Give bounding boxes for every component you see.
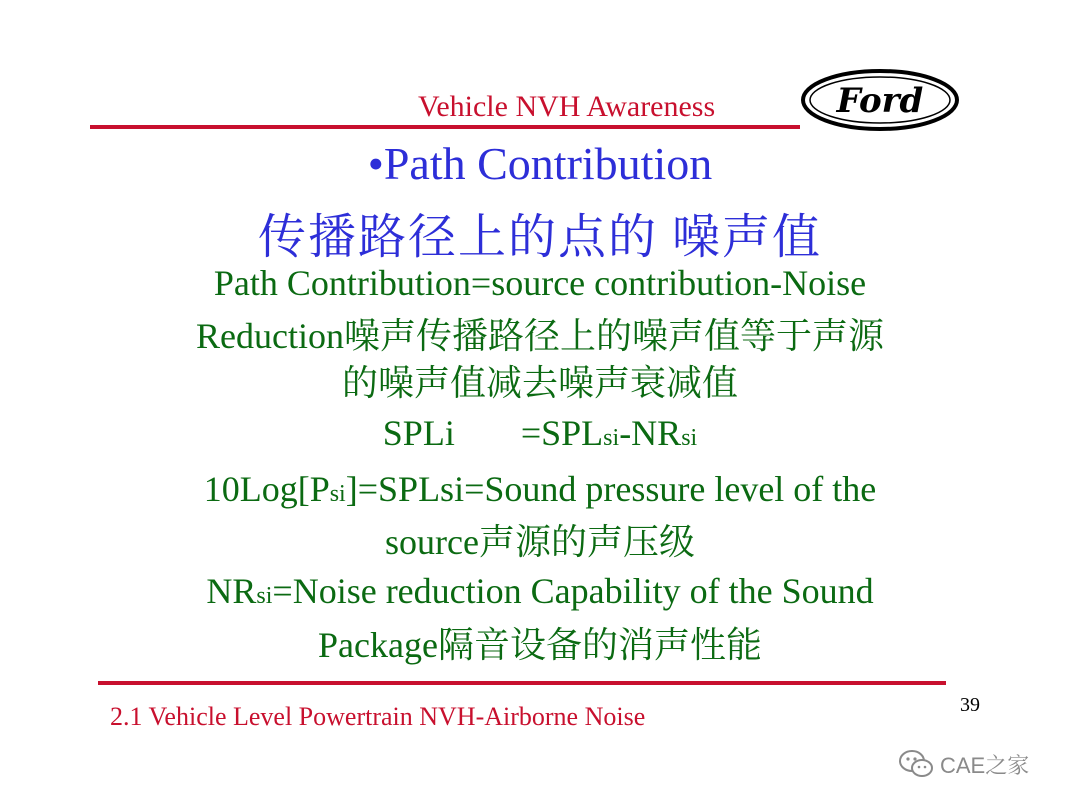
formula-log-sub: si — [329, 481, 346, 507]
footer-divider — [98, 681, 946, 685]
slide-title-cn: 传播路径上的点的 噪声值 — [257, 211, 822, 264]
wechat-icon — [898, 749, 934, 779]
formula-spli-nr: -NR — [619, 413, 682, 453]
formula-log-rest: ]=SPLsi=Sound pressure level of the — [345, 469, 877, 509]
formula-log-line-1 — [0, 468, 1080, 510]
formula-nr-line-2: Package隔音设备的消声性能 — [318, 625, 762, 665]
formula-nr-prefix: NR — [206, 571, 257, 611]
formula-nr-rest: =Noise reduction Capability of the Sound — [272, 571, 874, 611]
slide-title-en: •Path Contribution — [367, 138, 713, 189]
header-divider — [90, 125, 800, 129]
ford-logo-text: Ford — [836, 81, 924, 121]
formula-spli-lhs: SPLi — [382, 413, 455, 453]
formula-nr-sub: si — [256, 583, 273, 609]
formula-spli-eq: =SPL — [520, 413, 604, 453]
formula-log-prefix: 10Log[P — [203, 469, 330, 509]
header-title: Vehicle NVH Awareness — [418, 90, 716, 123]
definition-line-3: 的噪声值减去噪声衰减值 — [341, 363, 738, 403]
formula-spli-sub2: si — [681, 425, 698, 451]
definition-line-2: Reduction噪声传播路径上的噪声值等于声源 — [196, 316, 884, 356]
formula-nr-line-1 — [0, 570, 1080, 612]
watermark — [898, 748, 1029, 780]
formula-spli — [0, 412, 1080, 454]
watermark-text: CAE之家 — [940, 752, 1030, 778]
ford-logo — [800, 68, 960, 132]
formula-log-line-2: source声源的声压级 — [385, 522, 695, 562]
formula-spli-sub1: si — [603, 425, 620, 451]
page-number: 39 — [960, 694, 980, 716]
definition-line-1: Path Contribution=source contribution-Noise — [213, 263, 867, 303]
footer-text: 2.1 Vehicle Level Powertrain NVH-Airborne Noise — [110, 702, 646, 731]
